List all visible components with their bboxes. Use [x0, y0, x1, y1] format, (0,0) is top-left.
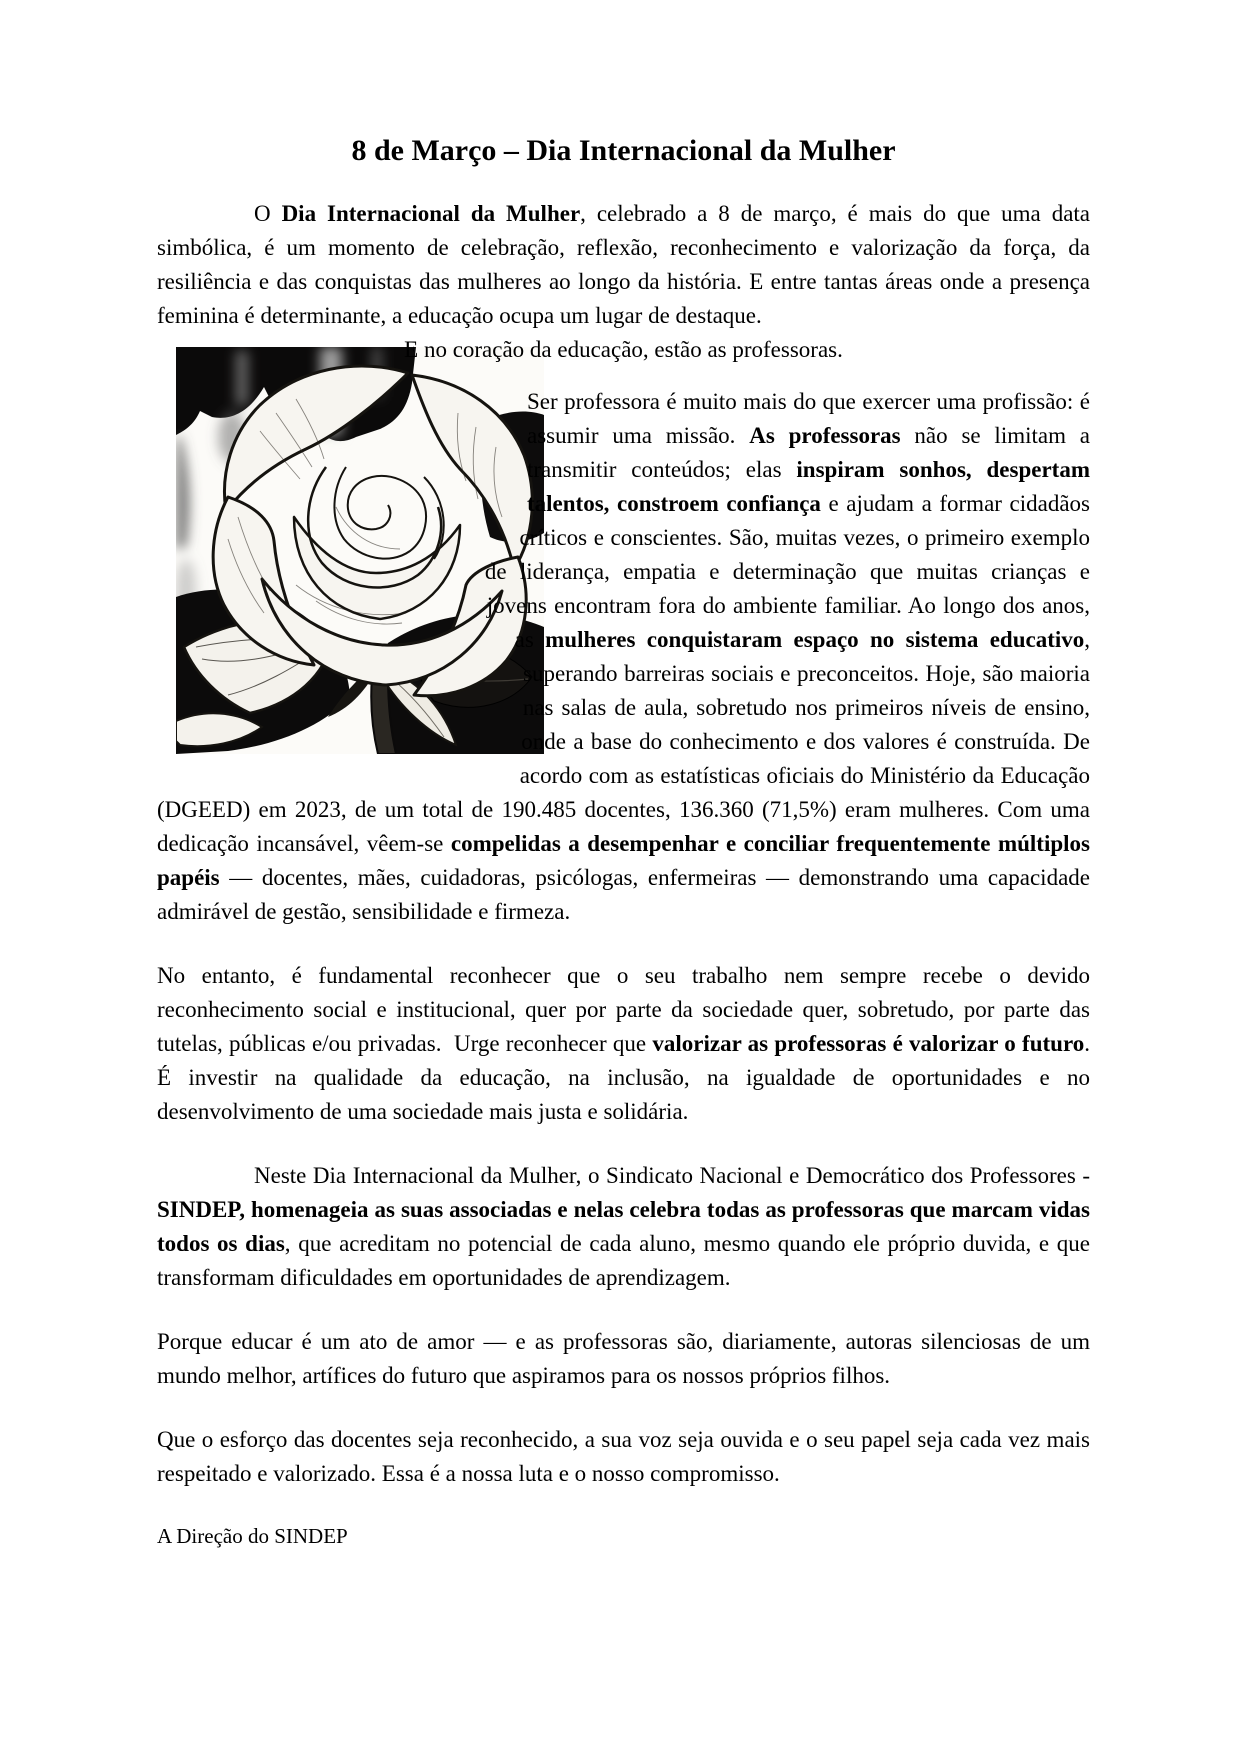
- paragraph-intro: O Dia Internacional da Mulher, celebrado a 8 de março, é mais do que uma data simbólica, é um momento de celebração, reflexão, reconhecimento e valorização da força, da resiliência e das conquistas das mulheres ao longo da história. E entre tantas áreas onde a presença feminina é determinante, a educação ocupa um lugar de destaque.: [157, 201, 1090, 328]
- rose-image: [176, 347, 544, 754]
- paragraph-esforco: Que o esforço das docentes seja reconhecido, a sua voz seja ouvida e o seu papel seja cada vez mais respeitado e valorizado. Essa é a nossa luta e o nosso compromisso.: [157, 1427, 1090, 1486]
- paragraph-intro-closing-line: E no coração da educação, estão as professoras.: [404, 337, 843, 362]
- document-title: 8 de Março – Dia Internacional da Mulher: [351, 134, 896, 167]
- paragraph-sindep: Neste Dia Internacional da Mulher, o Sindicato Nacional e Democrático dos Professores - SINDEP, homenageia as suas associadas e nelas celebra todas as professoras que marcam vidas todos os dias, que acreditam no potencial de cada aluno, mesmo quando ele próprio duvida, e que transformam dificuldades em oportunidades de aprendizagem.: [157, 1163, 1091, 1290]
- signature: A Direção do SINDEP: [157, 1524, 348, 1548]
- rose-illustration: [176, 347, 544, 754]
- paragraph-educar: Porque educar é um ato de amor — e as professoras são, diariamente, autoras silenciosas de um mundo melhor, artífices do futuro que aspiramos para os nossos próprios filhos.: [157, 1329, 1090, 1388]
- paragraph-professoras: Ser professora é muito mais do que exercer uma profissão: é assumir uma missão. As professoras não se limitam a transmitir conteúdos; elas inspiram sonhos, despertam talentos, constroem confiança e ajudam a formar cidadãos críticos e conscientes. São, muitas vezes, o primeiro exemplo de liderança, empatia e determinação que muitas crianças e jovens encontram fora do ambiente familiar. Ao longo dos anos, as mulheres conquistaram espaço no sistema educativo, superando barreiras sociais e preconceitos. Hoje, são maioria nas salas de aula, sobretudo nos primeiros níveis de ensino, onde a base do conhecimento e dos valores é construída. De acordo com as estatísticas oficiais do Ministério da Educação (DGEED) em 2023, de um total de 190.485 docentes, 136.360 (71,5%) eram mulheres. Com uma dedicação incansável, vêem-se compelidas a desempenhar e conciliar frequentemente múltiplos papéis — docentes, mães, cuidadoras, psicólogas, enfermeiras — demonstrando uma capacidade admirável de gestão, sensibilidade e firmeza.: [157, 389, 1091, 924]
- paragraph-reconhecimento: No entanto, é fundamental reconhecer que o seu trabalho nem sempre recebe o devido reconhecimento social e institucional, quer por parte da sociedade quer, sobretudo, por parte das tutelas, públicas e/ou privadas. Urge reconhecer que valorizar as professoras é valorizar o futuro. É investir na qualidade da educação, na inclusão, na igualdade de oportunidades e no desenvolvimento de uma sociedade mais justa e solidária.: [157, 963, 1090, 1124]
